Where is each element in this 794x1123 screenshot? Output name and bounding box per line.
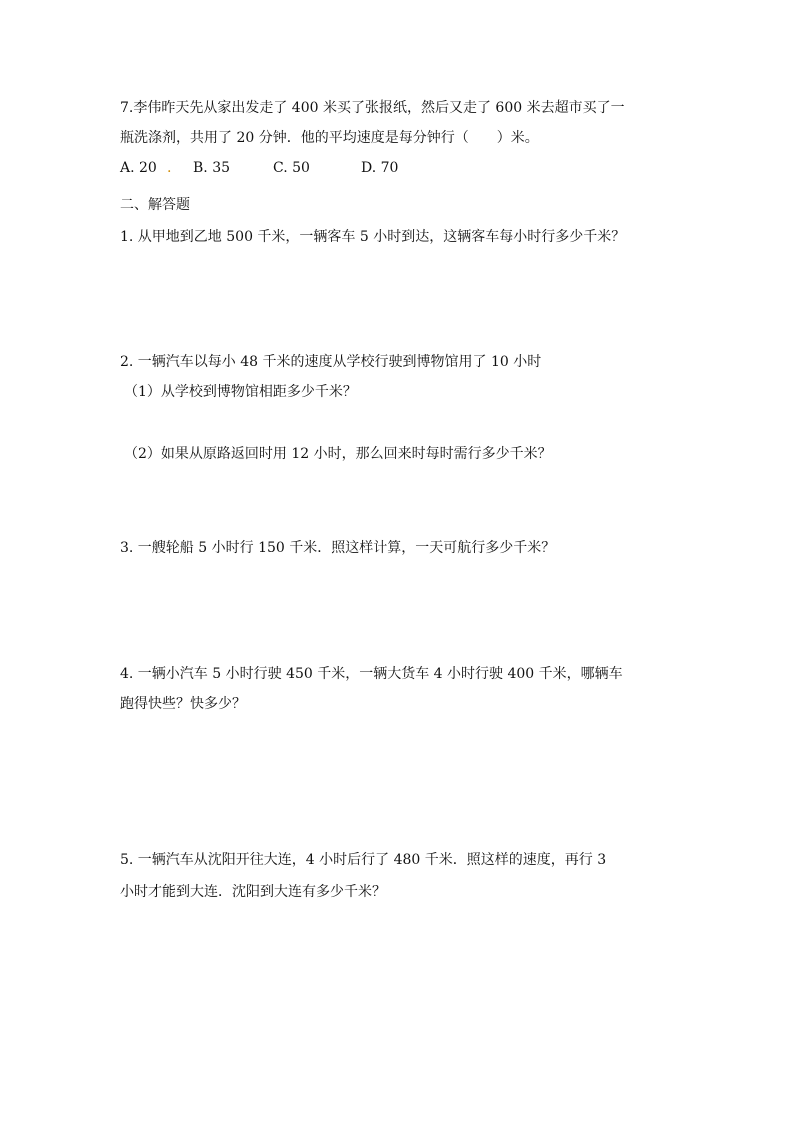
problem-2-sub-1: （1）从学校到博物馆相距多少千米？ xyxy=(124,384,357,400)
option-a: A. 20 xyxy=(120,160,157,176)
problem-5-line-1: 5. 一辆汽车从沈阳开往大连，4 小时后行了 480 千米．照这样的速度，再行 3 xyxy=(120,852,607,868)
option-b: B. 35 xyxy=(193,160,231,176)
option-d: D. 70 xyxy=(361,160,399,176)
section-title: 二、解答题 xyxy=(120,197,190,213)
problem-3: 3. 一艘轮船 5 小时行 150 千米．照这样计算，一天可航行多少千米？ xyxy=(120,540,556,556)
option-mark: . xyxy=(167,160,172,176)
option-c: C. 50 xyxy=(273,160,310,176)
problem-2-stem: 2. 一辆汽车以每小 48 千米的速度从学校行驶到博物馆用了 10 小时 xyxy=(120,354,542,370)
problem-5-line-2: 小时才能到大连．沈阳到大连有多少千米？ xyxy=(120,884,386,900)
problem-2-sub-2: （2）如果从原路返回时用 12 小时，那么回来时每时需行多少千米？ xyxy=(124,446,552,462)
question-7-line-2: 瓶洗涤剂，共用了 20 分钟．他的平均速度是每分钟行（ ）米。 xyxy=(120,130,539,146)
question-7-line-1: 7.李伟昨天先从家出发走了 400 米买了张报纸，然后又走了 600 米去超市买了一 xyxy=(120,100,625,116)
problem-4-line-1: 4. 一辆小汽车 5 小时行驶 450 千米，一辆大货车 4 小时行驶 400 千米，哪辆车 xyxy=(120,666,623,682)
problem-1: 1. 从甲地到乙地 500 千米，一辆客车 5 小时到达，这辆客车每小时行多少千米？ xyxy=(120,229,626,245)
problem-4-line-2: 跑得快些？快多少？ xyxy=(120,696,246,712)
